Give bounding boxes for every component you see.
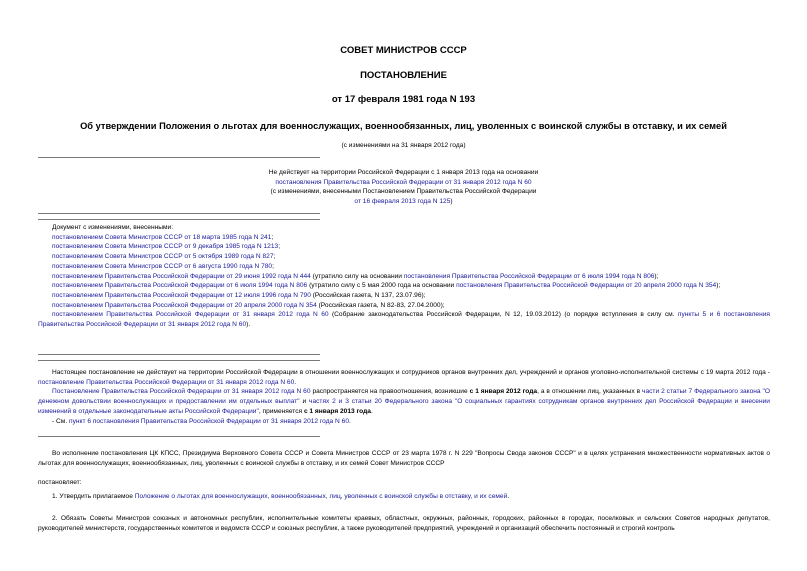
status-line: (с изменениями, внесенными Постановлением Правительства Российской Федерации: [270, 188, 537, 196]
divider: [38, 219, 320, 220]
divider: [38, 436, 320, 437]
item-1-paragraph: 1. Утвердить прилагаемое Положение о льготах для военнослужащих, военнообязанных, лиц, уволенных с воинской службы в отставку, и их семей.: [52, 493, 510, 500]
resolves-paragraph: постановляет:: [38, 479, 82, 486]
org-heading: СОВЕТ МИНИСТРОВ СССР: [340, 45, 467, 56]
item-2-paragraph: 2. Обязать Советы Министров союзных и автономных республик, исполнительные комитеты краевых, областных, окружных, районных, городских, районных в городах, поселковых и сельских Советов народных депутатов, руководителей министерств, государственных комитетов и ведомств СССР и союзных республик, а также руководителей предприятий, учреждений и организаций обеспечить постоянный и строгий контроль: [38, 515, 770, 532]
amendment-item: постановлением Правительства Российской Федерации от 29 июня 1992 года N 444 (утратило силу на основании постановления Правительства Российской Федерации от 6 июля 1994 года N 806);: [52, 272, 659, 280]
amendment-item: постановлением Совета Министров СССР от 6 августа 1990 года N 780;: [52, 262, 274, 270]
amendment-item: постановлением Совета Министров СССР от 5 октября 1989 года N 827;: [52, 253, 276, 261]
divider: [38, 213, 320, 214]
amendment-item: постановлением Правительства Российской Федерации от 20 апреля 2000 года N 354 (Российская газета, N 82-83, 27.04.2000);: [52, 301, 445, 309]
amendments-block: [38, 223, 770, 330]
amendment-item: постановлением Совета Министров СССР от 9 декабря 1985 года N 1213;: [52, 243, 281, 251]
note-paragraph: - См. пункт 6 постановления Правительства Российской Федерации от 31 января 2012 года N 60.: [52, 417, 351, 425]
date-number-heading: от 17 февраля 1981 года N 193: [331, 94, 476, 105]
document-title: Об утверждении Положения о льготах для военнослужащих, военнообязанных, лиц, уволенных с воинской службы в отставку, и их семей: [80, 121, 727, 131]
amendment-item: постановлением Правительства Российской Федерации от 6 июля 1994 года N 806 (утратило силу с 5 мая 2000 года на основании постановления Правительства Российской Федерации от 20 апреля 2000 года N 354);: [52, 282, 721, 290]
amendment-date-note: (с изменениями на 31 января 2012 года): [341, 142, 466, 149]
amendment-item: постановлением Совета Министров СССР от 18 марта 1985 года N 241;: [52, 233, 274, 241]
divider: [38, 354, 320, 355]
doc-type-heading: ПОСТАНОВЛЕНИЕ: [360, 70, 447, 81]
amendment-item: постановлением Правительства Российской Федерации от 31 января 2012 года N 60 (Собрание законодательства Российской Федерации, N 12, 19.03.2012) (о порядке вступления в силу см. пункты 5 и 6 постановления Правительства Российской Федерации от 31 января 2012 года N 60).: [38, 311, 770, 329]
status-line: Не действует на территории Российской Федерации с 1 января 2013 года на основании: [268, 169, 539, 176]
notes-block: [38, 368, 770, 426]
amendment-item: постановлением Правительства Российской Федерации от 12 июля 1996 года N 790 (Российская газета, N 137, 23.07.96);: [52, 291, 426, 299]
divider: [38, 157, 320, 158]
preamble-paragraph: Во исполнение постановления ЦК КПСС, Президиума Верховного Совета СССР и Совета Министров СССР от 23 марта 1978 г. N 229 "Вопросы Свода законов СССР" и в целях устранения множественности нормативных актов о льготах для военнослужащих, военнообязанных, лиц, уволенных с воинской службы в отставку, и их семей Совет Министров СССР: [38, 450, 770, 467]
note-paragraph: Постановление Правительства Российской Федерации от 31 января 2012 года N 60 распространяется на правоотношения, возникшие с 1 января 2012 года, а в отношении лиц, указанных в части 2 статьи 7 Федерального закона "О денежном довольствии военнослужащих и предоставлении им отдельных выплат" и частях 2 и 3 статьи 20 Федерального закона "О социальных гарантиях сотрудникам органов внутренних дел Российской Федерации и внесении изменений в отдельные законодательные акты Российской Федерации", применяется с 1 января 2013 года.: [38, 388, 770, 415]
divider: [38, 360, 320, 361]
regulation-link[interactable]: Положение о льготах для военнослужащих, военнообязанных, лиц, уволенных с воинской службы в отставку, и их семей: [134, 493, 508, 500]
status-link[interactable]: от 16 февраля 2013 года N 125: [354, 198, 451, 206]
amendments-intro: Документ с изменениями, внесенными:: [52, 224, 174, 231]
note-paragraph: Настоящее постановление не действует на территории Российской Федерации в отношении военнослужащих и сотрудников органов внутренних дел, учреждений и органов уголовно-исполнительной системы с 19 марта 2012 года - постановление Правительства Российской Федерации от 31 января 2012 года N 60.: [38, 369, 770, 386]
status-notice: Не действует на территории Российской Федерации с 1 января 2013 года на основании постановления Правительства Российской Федерации от 31 января 2012 года N 60 (с изменениями, внесенными Постановлением Правительства Российской Федерации от 16 февраля 2013 года N 125): [200, 168, 607, 207]
status-link[interactable]: постановления Правительства Российской Федерации от 31 января 2012 года N 60: [275, 178, 532, 186]
